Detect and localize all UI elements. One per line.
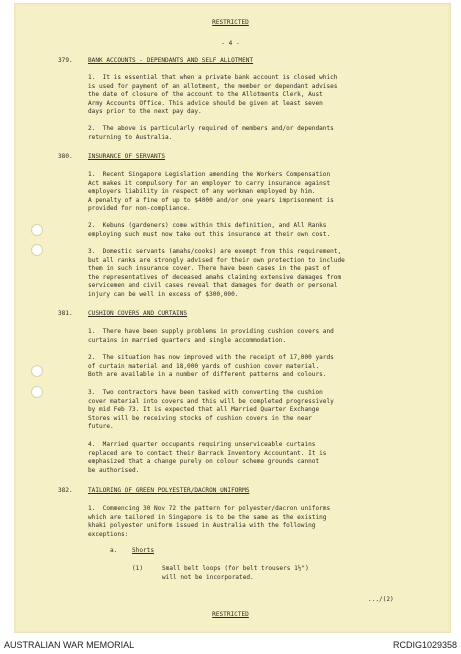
paragraph: 1. There have been supply problems in providing cushion covers and curtains in married quarters and single accommodation. bbox=[88, 328, 334, 344]
paragraph: 1. It is essential that when a private bank account is closed which is used for payment of an allotment, the member or dependant advises the date of closure of the account to the Allotments Clerk, Aust Army Accounts Office. This advice should be given at least seven days prior to the next pay day. bbox=[88, 74, 338, 116]
section-title: BANK ACCOUNTS - DEPENDANTS AND SELF ALLOTMENT bbox=[88, 57, 254, 64]
punch-hole bbox=[31, 365, 43, 377]
paragraph: 2. Kebuns (gardeners) come within this definition, and All Ranks employing such must now take out this insurance at their own cost. bbox=[88, 222, 331, 238]
punch-hole bbox=[31, 386, 43, 398]
classification-header: RESTRICTED bbox=[212, 19, 249, 26]
section-number: 379. bbox=[58, 57, 73, 64]
continuation-marker: .../(2) bbox=[368, 596, 394, 603]
subsection-title: Shorts bbox=[132, 547, 155, 554]
paragraph: 3. Two contractors have been tasked with converting the cushion cover material into covers and this will be completed progressively by mid Feb 73. It is expected that all Married Quarter Exchange Stores will be receiving stocks of cushion covers in the near future. bbox=[88, 389, 334, 431]
archive-name: AUSTRALIAN WAR MEMORIAL bbox=[4, 640, 135, 650]
item-text: Small belt loops (for belt trousers 1½") will not be incorporated. bbox=[162, 565, 309, 581]
paragraph: 1. Commencing 30 Nov 72 the pattern for polyester/dacron uniforms which are tailored in Singapore is to be the same as the existing khaki polyester uniform issued in Australia with the following exceptions: bbox=[88, 505, 331, 538]
paragraph: 2. The above is particularly required of members and/or dependants returning to Australia. bbox=[88, 125, 334, 141]
paragraph: 2. The situation has now improved with the receipt of 17,000 yards of curtain material and 18,000 yards of cushion cover material. Both are available in a number of different patterns and colours. bbox=[88, 354, 334, 379]
section-number: 380. bbox=[58, 153, 73, 160]
classification-footer: RESTRICTED bbox=[212, 611, 249, 618]
subsection-label: a. bbox=[110, 547, 118, 554]
paragraph: 3. Domestic servants (amahs/cooks) are exempt from this requirement, but all ranks are strongly advised for their own protection to include them in such insurance cover. There have been cases in the past of the representatives of deceased amahs claiming extensive damages from servicemen and civil cases reveal that damages for death or personal injury can be well in excess of $300,000. bbox=[88, 248, 345, 298]
paragraph: 4. Married quarter occupants requiring unserviceable curtains replaced are to contact their Barrack Inventory Accountant. It is emphasized that a change purely on colour scheme grounds cannot be authorised. bbox=[88, 441, 327, 474]
item-number: (1) bbox=[132, 565, 144, 572]
punch-hole bbox=[31, 244, 43, 256]
section-number: 382. bbox=[58, 487, 73, 494]
section-title: CUSHION COVERS AND CURTAINS bbox=[88, 310, 188, 317]
punch-hole bbox=[31, 224, 43, 236]
section-title: TAILORING OF GREEN POLYESTER/DACRON UNIFORMS bbox=[88, 487, 250, 494]
section-title: INSURANCE OF SERVANTS bbox=[88, 153, 166, 160]
section-number: 381. bbox=[58, 310, 73, 317]
paragraph: 1. Recent Singapore Legislation amending the Workers Compensation Act makes it compulsory for an employer to carry insurance against employers liability in respect of any workman employed by him. A penalty of a fine of up to $4000 and/or one years imprisonment is provided for non-compliance. bbox=[88, 171, 334, 213]
page-number: - 4 - bbox=[221, 40, 240, 47]
archive-footer bbox=[0, 634, 461, 654]
archive-reference: RCDIG1029358 bbox=[392, 640, 457, 650]
